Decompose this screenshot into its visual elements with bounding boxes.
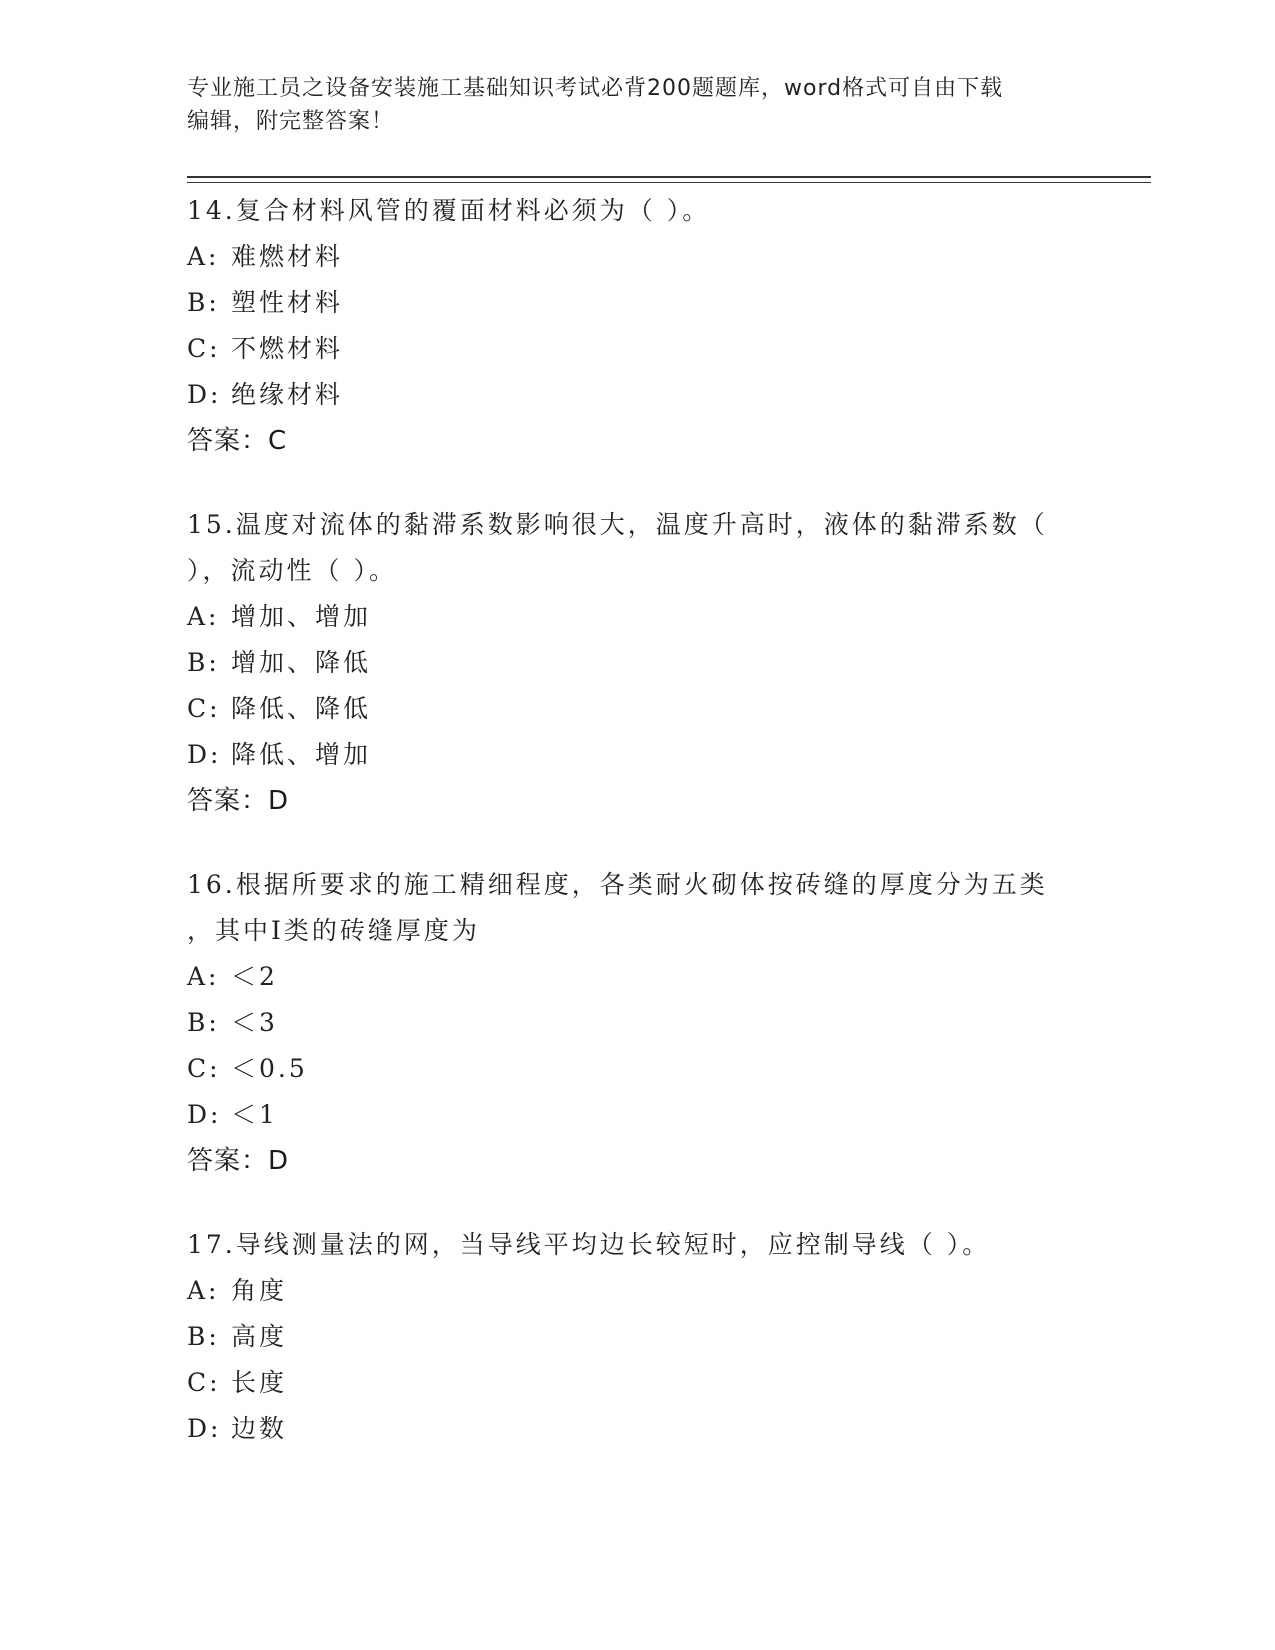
option-text: 降低、降低 — [231, 694, 372, 723]
question-15 — [187, 502, 1087, 824]
document-header — [187, 72, 1087, 138]
answer: 答案：D — [187, 786, 290, 816]
option-text: 边数 — [231, 1414, 288, 1443]
option-letter: B: — [187, 1322, 220, 1351]
question-number: 14. — [187, 196, 236, 225]
option-letter: C: — [187, 1054, 221, 1083]
option-d — [187, 1092, 1087, 1138]
option-letter: D: — [187, 740, 222, 769]
option-letter: A: — [187, 242, 220, 271]
question-line — [187, 1222, 1087, 1268]
option-letter: D: — [187, 1414, 222, 1443]
option-text: 降低、增加 — [231, 740, 372, 769]
question-line-continued: ，其中Ⅰ类的砖缝厚度为 — [187, 916, 480, 945]
option-a — [187, 594, 1087, 640]
header-line-1: 专业施工员之设备安装施工基础知识考试必背200题题库，word格式可自由下载 — [187, 76, 1004, 101]
option-text: ＜3 — [231, 1008, 278, 1037]
question-list — [187, 188, 1087, 1490]
option-a — [187, 234, 1087, 280]
option-letter: D: — [187, 1100, 222, 1129]
option-b — [187, 1314, 1087, 1360]
option-letter: B: — [187, 1008, 220, 1037]
option-letter: D: — [187, 380, 222, 409]
question-line — [187, 502, 1087, 548]
option-c — [187, 326, 1087, 372]
question-number: 17. — [187, 1230, 236, 1259]
question-16 — [187, 862, 1087, 1184]
header-divider-thin — [187, 182, 1151, 183]
answer: 答案：D — [187, 1146, 290, 1176]
question-14 — [187, 188, 1087, 464]
option-letter: B: — [187, 288, 220, 317]
question-line-continued: ），流动性（ ）。 — [187, 556, 397, 585]
option-text: 难燃材料 — [231, 242, 344, 271]
option-a — [187, 954, 1087, 1000]
option-letter: A: — [187, 1276, 220, 1305]
option-letter: C: — [187, 694, 221, 723]
option-b — [187, 1000, 1087, 1046]
option-a — [187, 1268, 1087, 1314]
option-letter: A: — [187, 962, 220, 991]
option-text: ＜0.5 — [231, 1054, 308, 1083]
question-line — [187, 862, 1087, 908]
header-line-2: 编辑，附完整答案！ — [187, 109, 395, 134]
option-letter: C: — [187, 334, 221, 363]
option-d — [187, 372, 1087, 418]
question-number: 16. — [187, 870, 236, 899]
option-b — [187, 640, 1087, 686]
option-text: 角度 — [231, 1276, 288, 1305]
option-d — [187, 732, 1087, 778]
option-text: 长度 — [231, 1368, 288, 1397]
option-text: 不燃材料 — [231, 334, 344, 363]
option-text: 高度 — [231, 1322, 288, 1351]
question-text: 温度对流体的黏滞系数影响很大，温度升高时，液体的黏滞系数（ — [235, 510, 1048, 539]
header-divider-thick — [187, 176, 1151, 178]
option-text: ＜1 — [231, 1100, 278, 1129]
option-letter: B: — [187, 648, 220, 677]
answer: 答案：C — [187, 426, 288, 456]
option-d — [187, 1406, 1087, 1452]
question-line — [187, 188, 1087, 234]
option-text: 增加、降低 — [231, 648, 372, 677]
option-letter: C: — [187, 1368, 221, 1397]
option-letter: A: — [187, 602, 220, 631]
option-c — [187, 686, 1087, 732]
option-text: ＜2 — [231, 962, 278, 991]
option-text: 塑性材料 — [231, 288, 344, 317]
question-text: 复合材料风管的覆面材料必须为（ ）。 — [235, 196, 711, 225]
question-number: 15. — [187, 510, 236, 539]
option-b — [187, 280, 1087, 326]
question-text: 导线测量法的网，当导线平均边长较短时，应控制导线（ ）。 — [235, 1230, 991, 1259]
option-text: 绝缘材料 — [231, 380, 344, 409]
option-text: 增加、增加 — [231, 602, 372, 631]
option-c — [187, 1360, 1087, 1406]
question-17 — [187, 1222, 1087, 1452]
question-text: 根据所要求的施工精细程度，各类耐火砌体按砖缝的厚度分为五类 — [235, 870, 1048, 899]
option-c — [187, 1046, 1087, 1092]
